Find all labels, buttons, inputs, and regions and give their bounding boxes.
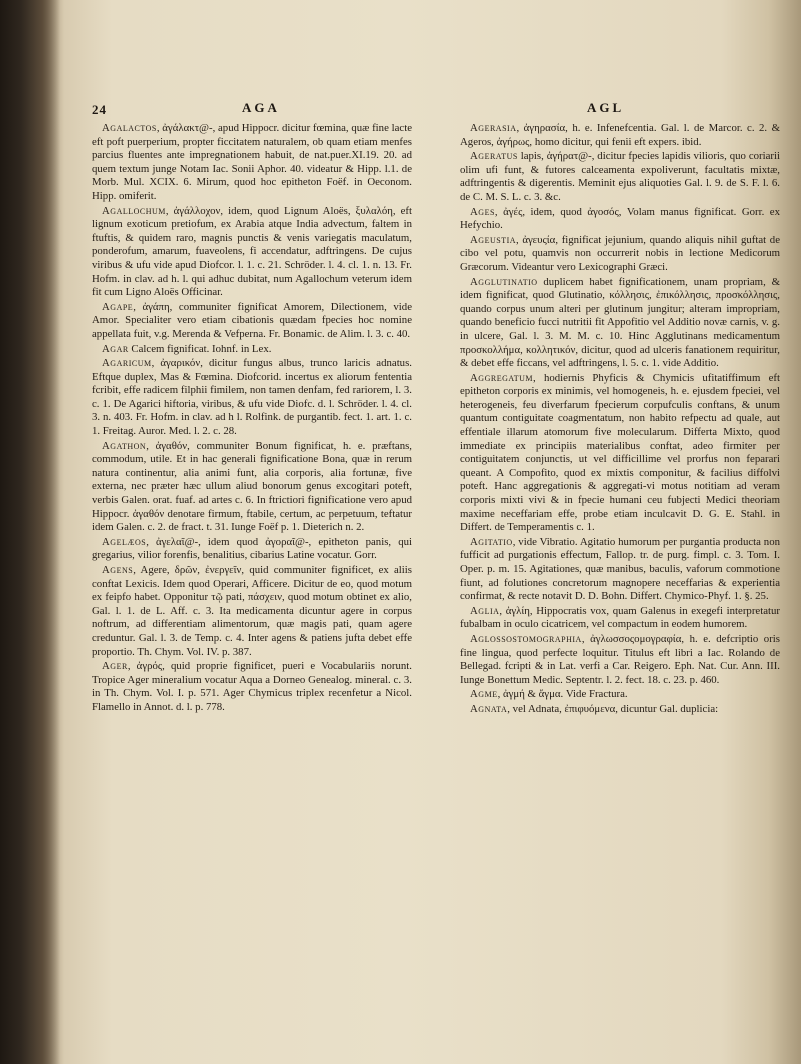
dictionary-entry [460, 206, 780, 233]
entry-text: , ἀγάλλοχον, idem, quod Lignum Aloës, ξυλαλόη, eft lignum exoticum pretiofum, ex Arabia atque India advectum, faltem in ftuftis, & quidem raro, magnis punctis & venis variegatis maculatum, ponderofum, amarum, fuaveolens, fi accendatur, adftringens. De cujus viribus & ufu vide apud Diofcor. l. 1. c. 21. Schröder. l. 4. cl. 1. n. 13. Fr. Hofm. in clav. ad h. l. qui adhuc dubitat, num Agallochum veterum idem fit cum Ligno Aloës Officinar. [92, 204, 412, 299]
entry-text: lapis, ἀγήρατ@-, dicitur fpecies lapidis vilioris, quo coriarii olim ufi funt, & futores calceamenta expoliverunt, facultatis mixtæ, adftringentis & digerentis. Meminit ejus aliquoties Gal. l. 9. de S. F. l. 6. de C. M. S. L. c. 3. &c. [460, 150, 780, 203]
entry-headword: Aggregatum [470, 371, 534, 384]
entry-headword: Agerasia [470, 122, 517, 134]
book-spine-shadow [0, 0, 60, 1064]
dictionary-entry [92, 536, 412, 563]
entry-headword: Agathon [102, 439, 147, 452]
entry-headword: Aglia [470, 604, 500, 617]
dictionary-entry [460, 688, 780, 702]
entry-headword: Agelæos [102, 535, 147, 548]
entry-text: , ἀγρός, quid proprie fignificet, pueri e Vocabulariis norunt. Tropice Ager mineralium vocatur Aqua a Dorneo Genealog. mineral. c. 3. in Th. Chym. Vol. I. p. 571. Ager Chymicus triplex recenfetur a Nicol. Flamello in Annot. d. l. p. 778. [92, 660, 412, 713]
dictionary-entry [92, 122, 412, 204]
entry-text: , ἀγελαῖ@-, idem quod ἀγοραῖ@-, epitheton panis, qui gregarius, vilior forenfis, benalitius, cibarius Latine vocatur. Gorr. [92, 535, 412, 562]
dictionary-entry [92, 440, 412, 535]
entry-text: , ἀγές, idem, quod ἀγοσός, Volam manus fignificat. Gorr. ex Hefychio. [460, 205, 780, 232]
dictionary-entry [460, 150, 780, 204]
dictionary-entry [460, 633, 780, 687]
entry-text: , ἀγηρασία, h. e. Infenefcentia. Gal. l. de Marcor. c. 2. & Ageros, ἀγήρως, homo dicitur, qui fenii eft expers. ibid. [460, 122, 780, 148]
entry-headword: Agape [102, 300, 134, 313]
entry-text: , ἀγάλακτ@-, apud Hippocr. dicitur fœmina, quæ fine lacte eft poft puerperium, propter ficcitatem naturalem, ob quam etiam menfes parcius fluentes ante impregnationem habuit, de nat.puer.XI.19. 20. ad quem textum junge Notam Iac. Sonii Aphor. 40. videatur & Hipp. l.1. de Morb. Mul. XCIX. 6. Mirum, quod hoc epitheton Foëf. in Oeconom. Hipp. omiferit. [92, 122, 412, 202]
entry-headword: Agar [102, 342, 129, 355]
entry-headword: Agitatio [470, 535, 513, 548]
entry-headword: Agaricum [102, 357, 152, 370]
entry-text: , ἀγλίη, Hippocratis vox, quam Galenus in exegefi interpretatur fubalbam in oculo cicatricem, vel compactum in eodem humorem. [460, 604, 780, 631]
entry-headword: Ageustia [470, 233, 517, 246]
entry-text: Calcem fignificat. Iohnf. in Lex. [128, 342, 272, 355]
dictionary-entry [92, 343, 412, 357]
entry-text: , vel Adnata, ἐπιφυόμενα, dicuntur Gal. duplicia: [507, 702, 719, 715]
dictionary-entry [460, 605, 780, 632]
dictionary-entry [460, 234, 780, 275]
page-number: 24 [92, 102, 107, 117]
entry-headword: Ages [470, 205, 495, 218]
dictionary-entry [92, 660, 412, 714]
entry-headword: Aglossostomographia [470, 632, 582, 645]
entry-text: , ἀγαρικόν, dicitur fungus albus, trunco laricis adnatus. Eftque duplex, Mas & Fœmina. Diofcorid. incertus ex aliorum fententia fcribit, effe radicem filphii fimilem, non tamen denfam, fed rariorem, l. 3. c. 1. De Agarici hiftoria, viribus, & ufu vide Diofc. d. l. Schröder. l. 4. cl. 3. n. 403. Fr. Hofm. in clav. ad h l. Rolfink. de purgantib. fect. 1. art. 1. c. 1. Freitag. Auror. Med. l. 2. c. 28. [92, 357, 412, 438]
dictionary-entry [460, 372, 780, 535]
entry-headword: Ageratus [470, 150, 518, 163]
entry-text: , ἀγάπη, communiter fignificat Amorem, Dilectionem, vide Amor. Specialiter vero etiam cibationis quædam fpecies hoc nomine appellata fuit, v.g. Merenda & Vefperna. Fr. Bonamic. de Alim. l. 3. c. 40. [92, 300, 412, 340]
entry-text: , ἀγαθόν, communiter Bonum fignificat, h. e. præftans, commodum, utile. Et in hac generali fignificatione Bona, quæ in rerum natura continentur, alia animi funt, alia corporis, alia fortunæ, five externa, nec præter hæc ullum aliud bonorum genus excogitari poteft, verbis Galen. orat. fuaf. ad artes c. 6. In ftrictiori fignificatione vero apud Hippocr. ἀγαθόν denotare firmum, ftabile, certum, ac perpetuum, teftatur idem Galen. c. 2. de fract. t. 31. Iunge Foëf p. 1. Dieterich n. 2. [92, 439, 412, 534]
entry-text: , hodiernis Phyficis & Chymicis ufitatiffimum eft epitheton corporis ex minimis, vel homogeneis, h. e. ejusdem fpeciei, vel heterogeneis, feu diverfarum fpecierum corpufculis conftans, & unum quantum contiguitate coagmentatum, non habito refpectu ad quale, aut effentiale illarum atomorum five molecularum. Differta Mixto, quod immediate ex principiis materialibus conftat, adeo firmiter per contiguitatem conjunctis, ut vel difficillime vel prorfus non feparari queant. A Compofito, quod ex mixtis componitur, & facilius diffolvi poteft. Hanc aggregationis & aggregati-vi motus notitiam ad veram corporis mixti vivi & in fpecie humani ceu fubjecti Medici theoriam maxime neceffariam effe, probe etiam inculcavit D. G. E. Stahl. in Differt. de Temperamentis c. 1. [460, 371, 780, 534]
right-column [460, 122, 780, 718]
entry-text: , ἀγμή & ἄγμα. Vide Fractura. [497, 688, 628, 701]
dictionary-page [92, 100, 780, 1050]
running-header [92, 100, 777, 120]
dictionary-entry [92, 205, 412, 300]
entry-text: , vide Vibratio. Agitatio humorum per purgantia producta non fufficit ad purgationis effectum, Fallop. tr. de purg. fimpl. c. 3. Tom. I. Oper. p. m. 15. Agitationes, quæ manibus, baculis, vaforum commotione fiunt, ad folutiones concretorum magnopere neceffarias & experientia confirmat, & recte notavit D. D. Bohn. Differt. Chymico-Phyf. 1. §. 25. [460, 535, 780, 603]
dictionary-entry [92, 357, 412, 439]
entry-text: , Agere, δρῶν, ἐνεργεῖν, quid communiter fignificet, ex aliis conftat Lexicis. Idem quod Operari, Afficere. Dicitur de eo, quod motum ex feipfo habet. Opponitur τῷ pati, πάσχειν, quod motum obtinet ex alio, Gal. l. 1. de L. Aff. c. 3. Ita medicamenta dicuntur agere in corpus noftrum, ad differentiam alimentorum, quæ magis pati, quam agere creduntur. Gal. l. 3. de Temp. c. 4. Inter agens & patiens jufta debet effe proportio. Th. Chym. Vol. IV. p. 387. [92, 564, 412, 658]
entry-headword: Agglutinatio [470, 275, 538, 288]
dictionary-entry [460, 703, 780, 717]
entry-headword: Agme [470, 688, 498, 701]
entry-headword: Ager [102, 660, 128, 673]
dictionary-entry [460, 536, 780, 604]
entry-headword: Agallochum [102, 204, 166, 217]
dictionary-entry [460, 122, 780, 149]
header-right-guide-word: AGL [587, 100, 625, 115]
dictionary-entry [460, 276, 780, 371]
left-column [92, 122, 412, 716]
entry-headword: Agens [102, 564, 134, 576]
entry-headword: Agalactos [102, 122, 157, 134]
entry-text: , ἀγλωσσοςομογραφία, h. e. defcriptio oris fine lingua, quod perfecte loquitur. Titulus eft libri a Iac. Rolando de Bellegad. fcripti & in Lat. verfi a Car. Reigero. Eph. Nat. Cur. Ann. III. Iunge Bonettum Medic. Septentr. l. 2. fect. 18. c. 23. p. 460. [460, 632, 780, 686]
entry-text: duplicem habet fignificationem, unam propriam, & idem fignificat, quod Glutinatio, κόλλησις, ἐπικόλλησις, προσκόλλησις, quando corpus unum alteri per glutinum jungitur; alteram impropriam, quando beneficio fucci nutritii fit Appofitio vel Additio novæ carnis, v. g. in ulcere, Gal. l. 3. M. M. c. 10. Hinc Agglutinans medicamentum προσκολλήμα, κολλητικόν, dicitur, quod ad ulceris fanationem requiritur, & debet effe ficcans, vel adftringens, l. 5. c. 1. vide Additio. [460, 275, 780, 370]
entry-headword: Agnata [470, 702, 508, 715]
entry-text: , ἀγευςία, fignificat jejunium, quando aliquis nihil guftat de cibo vel potu, quamvis non occurrerit nobis in lectione Medicorum Græcorum. Videantur vero Lexicographi Græci. [460, 233, 780, 273]
dictionary-entry [92, 301, 412, 342]
header-left-guide-word: AGA [242, 100, 280, 115]
dictionary-entry [92, 564, 412, 659]
